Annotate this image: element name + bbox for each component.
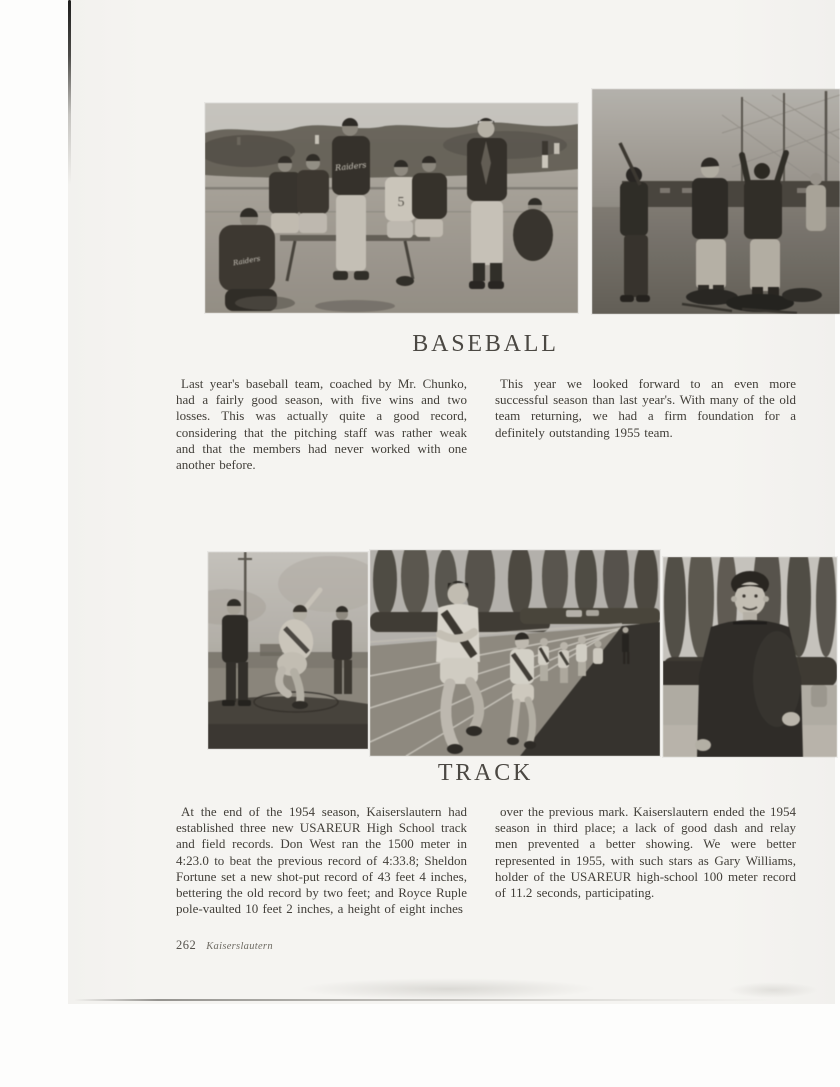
- page-gutter-edge: [68, 0, 71, 185]
- scan-smudge-right: [728, 982, 818, 998]
- yearbook-page: [68, 0, 835, 1004]
- baseball-bench-illustration: [205, 103, 578, 313]
- track-paragraph-left: At the end of the 1954 season, Kaiserslautern had established three new USAREUR High School track and field records. Don West ran the 1500 meter in 4:23.0 to beat the previous record of 4:33.8; Sheldon Fortune set a new shot-put record of 43 feet 4 inches, bettering the old record by two feet; and Royce Ruple pole-vaulted 10 feet 2 inches, a height of eight inches: [176, 804, 467, 917]
- scan-smudge: [298, 978, 598, 1000]
- page-number: 262: [176, 938, 197, 952]
- raiders-jacket-script-2: Raiders: [232, 254, 261, 268]
- baseball-backstop-illustration: [592, 89, 840, 314]
- raiders-jacket-script: Raiders: [334, 160, 367, 173]
- track-photo-portrait: [663, 557, 837, 757]
- track-text-columns: [176, 804, 796, 917]
- book-title: Kaiserslautern: [206, 941, 273, 952]
- page-bottom-edge: [74, 999, 774, 1001]
- track-section-title: TRACK: [437, 760, 534, 786]
- baseball-photo-backstop: [592, 89, 840, 314]
- baseball-text-columns: [176, 376, 796, 473]
- baseball-paragraph-right: This year we looked forward to an even more successful season than last year's. With many of the old team returning, we had a firm foundation for a definitely outstanding 1955 team.: [495, 376, 796, 440]
- track-paragraph-right: over the previous mark. Kaiserslautern ended the 1954 season in third place; a lack of good dash and relay men prevented a better showing. We were better represented in 1955, with such stars as Gary Williams, holder of the USAREUR high-school 100 meter record of 11.2 seconds, participating.: [495, 804, 796, 901]
- jersey-number-5: 5: [397, 195, 405, 210]
- page-footer: [176, 936, 273, 954]
- runner-portrait-illustration: [663, 557, 837, 757]
- runners-illustration: [370, 550, 660, 756]
- baseball-section-title: BASEBALL: [412, 331, 559, 357]
- track-photo-runners: [370, 550, 660, 756]
- baseball-photo-bench: [205, 103, 578, 313]
- track-photo-shotput: [208, 552, 368, 749]
- shotput-illustration: [208, 552, 368, 749]
- baseball-paragraph-left: Last year's baseball team, coached by Mr. Chunko, had a fairly good season, with five wins and two losses. This was actually quite a good record, considering that the pitching staff was rather weak and that the members had never worked with one another before.: [176, 376, 467, 473]
